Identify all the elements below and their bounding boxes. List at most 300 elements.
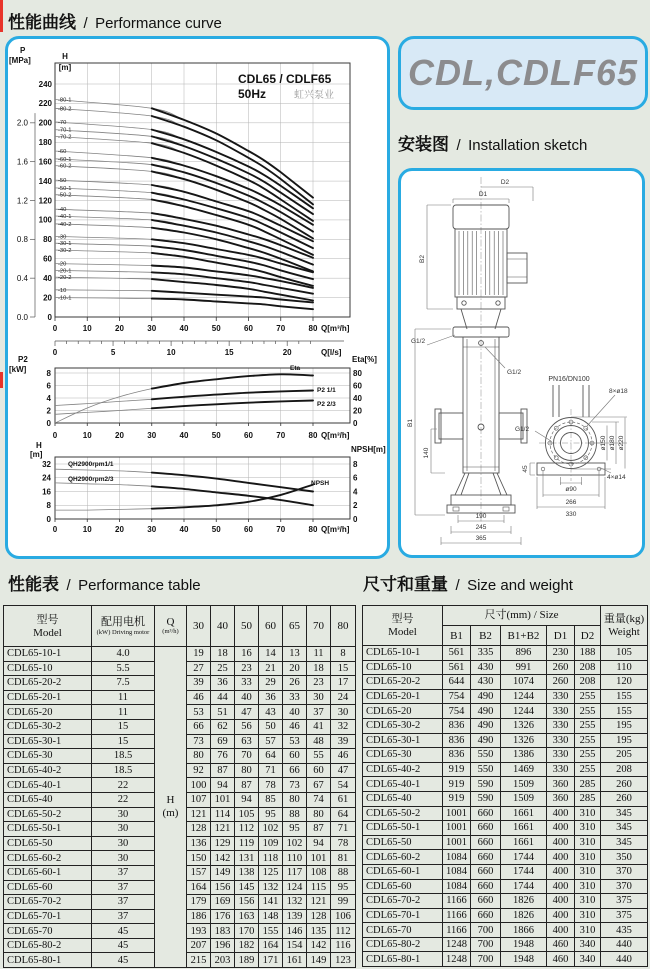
- cell-head: 95: [259, 807, 283, 822]
- cell-head: 11: [307, 647, 331, 662]
- cell-value: 330: [547, 689, 575, 704]
- col-header-size-group: 尺寸(mm) / Size: [443, 606, 601, 626]
- cell-model: CDL65-20: [4, 705, 92, 720]
- cell-value: 375: [601, 894, 648, 909]
- cell-head: 61: [331, 792, 356, 807]
- cell-motor: 45: [92, 924, 155, 939]
- col-header-B1+B2: B1+B2: [501, 626, 547, 646]
- cell-head: 87: [307, 822, 331, 837]
- cell-head: 51: [211, 705, 235, 720]
- performance-table: [3, 605, 356, 968]
- pump-front-view: [435, 177, 530, 523]
- installation-sketch-panel: [398, 168, 645, 558]
- cell-head: 196: [211, 938, 235, 953]
- dim-label-45: 45: [522, 465, 529, 473]
- cell-model: CDL65-50: [4, 836, 92, 851]
- cell-value: 754: [443, 689, 471, 704]
- col-header-q40: 40: [211, 606, 235, 647]
- table-header-row: [4, 606, 356, 647]
- svg-text:1.2: 1.2: [16, 196, 28, 206]
- cell-model: CDL65-30: [363, 748, 443, 763]
- svg-text:20: 20: [282, 348, 292, 357]
- svg-text:-10: -10: [58, 287, 67, 294]
- cell-motor: 30: [92, 851, 155, 866]
- installation-sketch-drawing: [401, 171, 642, 555]
- page-bleed-mark-left: [0, 372, 3, 388]
- cell-value: 255: [575, 748, 601, 763]
- dim-label-d220: ø220: [618, 435, 625, 451]
- cell-value: 400: [547, 908, 575, 923]
- header-model-en: Model: [33, 626, 62, 639]
- svg-text:-30-2: -30-2: [58, 248, 72, 255]
- cell-value: 1084: [443, 850, 471, 865]
- svg-text:P2: P2: [18, 355, 28, 364]
- svg-text:0.4: 0.4: [16, 273, 28, 283]
- svg-text:虹兴泵业: 虹兴泵业: [294, 90, 334, 101]
- cell-model: CDL65-60-1: [4, 865, 92, 880]
- head-unit-top: H: [166, 794, 175, 807]
- cell-value: 836: [443, 748, 471, 763]
- cell-head: 125: [259, 865, 283, 880]
- cell-model: CDL65-10: [4, 661, 92, 676]
- table-row: [363, 762, 648, 777]
- cell-value: 330: [547, 762, 575, 777]
- svg-text:160: 160: [38, 157, 52, 167]
- cell-head: 13: [283, 647, 307, 662]
- cell-motor: 30: [92, 836, 155, 851]
- cell-head: 155: [259, 924, 283, 939]
- svg-text:80: 80: [308, 525, 318, 534]
- cell-head: 46: [187, 690, 211, 705]
- col-header-D2: D2: [575, 626, 601, 646]
- cell-head: 124: [283, 880, 307, 895]
- heading-en: Size and weight: [467, 577, 573, 594]
- cell-model: CDL65-40-1: [4, 778, 92, 793]
- table-row: [363, 718, 648, 733]
- svg-text:-30-1: -30-1: [58, 241, 72, 248]
- flange-view-dimension-labels: [515, 376, 628, 518]
- cell-head: 87: [211, 763, 235, 778]
- cell-motor: 4.0: [92, 647, 155, 662]
- model-badge: [398, 36, 648, 110]
- svg-text:70: 70: [276, 431, 286, 440]
- cell-value: 1074: [501, 675, 547, 690]
- qh-chart: [9, 46, 350, 357]
- cell-motor: 30: [92, 807, 155, 822]
- svg-text:NPSH: NPSH: [311, 480, 330, 487]
- installation-sketch-heading: [398, 130, 587, 155]
- dim-label-d90: ø90: [565, 486, 577, 493]
- cell-head: 161: [283, 953, 307, 968]
- cell-value: 1661: [501, 835, 547, 850]
- cell-value: 660: [471, 894, 501, 909]
- cell-head: 20: [283, 661, 307, 676]
- cell-value: 340: [575, 952, 601, 967]
- cell-value: 155: [601, 704, 648, 719]
- cell-value: 255: [575, 762, 601, 777]
- table-row: [363, 879, 648, 894]
- cell-value: 700: [471, 937, 501, 952]
- svg-text:80: 80: [353, 368, 362, 378]
- svg-text:P2 1/1: P2 1/1: [317, 387, 336, 394]
- cell-head: 73: [283, 778, 307, 793]
- cell-head: 129: [211, 836, 235, 851]
- cell-value: 255: [575, 689, 601, 704]
- cell-model: CDL65-80-2: [4, 938, 92, 953]
- svg-text:50: 50: [211, 525, 221, 534]
- svg-text:-50-1: -50-1: [58, 185, 72, 192]
- cell-value: 991: [501, 660, 547, 675]
- cell-head: 80: [307, 807, 331, 822]
- heading-en: Installation sketch: [468, 137, 588, 154]
- cell-model: CDL65-70-1: [363, 908, 443, 923]
- cell-head: 41: [307, 719, 331, 734]
- table-row: [363, 821, 648, 836]
- power-curves: [55, 365, 336, 423]
- svg-text:Eta: Eta: [290, 365, 301, 372]
- cell-head: 80: [283, 792, 307, 807]
- cell-value: 561: [443, 646, 471, 661]
- cell-value: 260: [601, 777, 648, 792]
- cell-model: CDL65-20-2: [4, 676, 92, 691]
- cell-head: 25: [211, 661, 235, 676]
- svg-text:0: 0: [46, 514, 51, 524]
- cell-head: 44: [211, 690, 235, 705]
- cell-value: 1244: [501, 689, 547, 704]
- cell-head: 131: [235, 851, 259, 866]
- svg-text:[MPa]: [MPa]: [9, 56, 31, 65]
- cell-head: 29: [259, 676, 283, 691]
- cell-head: 102: [283, 836, 307, 851]
- cell-head: 109: [259, 836, 283, 851]
- cell-head: 53: [283, 734, 307, 749]
- svg-text:P: P: [20, 46, 26, 55]
- cell-head: 36: [259, 690, 283, 705]
- cell-model: CDL65-10-1: [363, 646, 443, 661]
- dim-label-d2: D2: [500, 179, 510, 186]
- svg-text:20: 20: [43, 293, 52, 303]
- size-weight-heading: [363, 570, 573, 595]
- cell-head: 112: [331, 924, 356, 939]
- svg-text:0: 0: [47, 312, 52, 322]
- cell-value: 1001: [443, 835, 471, 850]
- cell-value: 285: [575, 777, 601, 792]
- cell-head: 66: [283, 763, 307, 778]
- cell-model: CDL65-60: [363, 879, 443, 894]
- cell-value: 660: [471, 879, 501, 894]
- performance-curves-panel: [5, 36, 390, 559]
- cell-model: CDL65-70-1: [4, 909, 92, 924]
- cell-model: CDL65-50-2: [363, 806, 443, 821]
- header-q-unit: (m³/h): [162, 628, 179, 635]
- cell-model: CDL65-30: [4, 749, 92, 764]
- svg-text:-20-2: -20-2: [58, 275, 72, 282]
- col-header-model: [363, 606, 443, 646]
- cell-value: 400: [547, 894, 575, 909]
- svg-text:80: 80: [308, 324, 318, 333]
- cell-head: 69: [211, 734, 235, 749]
- cell-head: 26: [283, 676, 307, 691]
- cell-value: 400: [547, 821, 575, 836]
- cell-value: 1001: [443, 806, 471, 821]
- cell-value: 1744: [501, 864, 547, 879]
- cell-head: 55: [307, 749, 331, 764]
- cell-value: 700: [471, 952, 501, 967]
- cell-head: 149: [211, 865, 235, 880]
- svg-text:20: 20: [115, 431, 124, 440]
- cell-value: 919: [443, 762, 471, 777]
- cell-model: CDL65-80-1: [4, 953, 92, 968]
- cell-head: 30: [331, 705, 356, 720]
- cell-head: 76: [211, 749, 235, 764]
- cell-value: 195: [601, 718, 648, 733]
- cell-head: 33: [235, 676, 259, 691]
- cell-head: 60: [307, 763, 331, 778]
- cell-model: CDL65-40-1: [363, 777, 443, 792]
- npsh-curves: [55, 461, 329, 510]
- cell-value: 660: [471, 864, 501, 879]
- cell-head: 71: [259, 763, 283, 778]
- svg-text:-70: -70: [58, 119, 67, 126]
- cell-value: 1166: [443, 894, 471, 909]
- cell-value: 1244: [501, 704, 547, 719]
- svg-text:50Hz: 50Hz: [238, 87, 267, 101]
- svg-text:-70-2: -70-2: [58, 134, 72, 141]
- cell-value: 836: [443, 718, 471, 733]
- col-header-flow: [155, 606, 187, 647]
- head-unit-bottom: (m): [162, 807, 179, 820]
- cell-head: 47: [331, 763, 356, 778]
- front-view-dimension-lines: [415, 187, 533, 545]
- svg-text:100: 100: [38, 215, 52, 225]
- performance-curves-figure: [8, 39, 387, 556]
- cell-value: 310: [575, 835, 601, 850]
- cell-value: 1744: [501, 850, 547, 865]
- cell-value: 1509: [501, 791, 547, 806]
- dim-label-d1: D1: [478, 191, 488, 198]
- col-header-weight: [601, 606, 648, 646]
- cell-value: 375: [601, 908, 648, 923]
- cell-value: 700: [471, 923, 501, 938]
- cell-value: 310: [575, 850, 601, 865]
- cell-value: 370: [601, 864, 648, 879]
- svg-text:120: 120: [38, 196, 52, 206]
- cell-head: 193: [187, 924, 211, 939]
- performance-curve-heading: [8, 8, 222, 33]
- cell-head: 94: [211, 778, 235, 793]
- cell-value: 330: [547, 733, 575, 748]
- cell-head: 53: [187, 705, 211, 720]
- cell-head: 36: [211, 676, 235, 691]
- svg-text:50: 50: [211, 324, 221, 333]
- cell-head: 114: [211, 807, 235, 822]
- cell-head: 108: [307, 865, 331, 880]
- cell-model: CDL65-50-1: [363, 821, 443, 836]
- cell-head: 136: [187, 836, 211, 851]
- cell-model: CDL65-60: [4, 880, 92, 895]
- dim-label-245: 245: [475, 524, 487, 531]
- table-row: [363, 791, 648, 806]
- cell-head: 16: [235, 647, 259, 662]
- dim-label-g12-flange: G1/2: [515, 426, 530, 433]
- svg-text:-60-1: -60-1: [58, 156, 72, 163]
- svg-text:Q[m³/h]: Q[m³/h]: [321, 431, 350, 440]
- cell-head: 102: [259, 822, 283, 837]
- cell-value: 660: [471, 850, 501, 865]
- cell-value: 345: [601, 835, 648, 850]
- cell-head: 67: [307, 778, 331, 793]
- cell-head: 128: [307, 909, 331, 924]
- cell-head: 215: [187, 953, 211, 968]
- cell-value: 310: [575, 908, 601, 923]
- cell-head: 43: [259, 705, 283, 720]
- cell-head: 73: [187, 734, 211, 749]
- cell-model: CDL65-40: [363, 791, 443, 806]
- q-axis: [53, 317, 350, 333]
- cell-value: 260: [547, 660, 575, 675]
- table-header-row-1: [363, 606, 648, 626]
- svg-text:[kW]: [kW]: [9, 365, 27, 374]
- table-row: [363, 850, 648, 865]
- cell-head: 117: [283, 865, 307, 880]
- table-row: [363, 646, 648, 661]
- cell-head: 112: [235, 822, 259, 837]
- cell-head: 132: [283, 895, 307, 910]
- cell-head: 18: [307, 661, 331, 676]
- svg-text:80: 80: [308, 431, 318, 440]
- cell-model: CDL65-20-2: [363, 675, 443, 690]
- svg-text:8: 8: [46, 368, 51, 378]
- table-row: [363, 704, 648, 719]
- cell-head: 30: [307, 690, 331, 705]
- heading-cn: 性能表: [8, 575, 59, 594]
- cell-value: 310: [575, 806, 601, 821]
- cell-head: 78: [331, 836, 356, 851]
- heading-en: Performance table: [78, 577, 201, 594]
- svg-text:30: 30: [147, 431, 157, 440]
- col-header-q60: 60: [259, 606, 283, 647]
- table-row: [363, 777, 648, 792]
- cell-head: 95: [331, 880, 356, 895]
- table-row: [363, 689, 648, 704]
- cell-head: 115: [307, 880, 331, 895]
- table-row: [4, 647, 356, 662]
- cell-head: 27: [187, 661, 211, 676]
- svg-text:0.0: 0.0: [16, 312, 28, 322]
- cell-head: 8: [331, 647, 356, 662]
- svg-text:[m]: [m]: [58, 63, 72, 72]
- cell-motor: 5.5: [92, 661, 155, 676]
- cell-head: 110: [283, 851, 307, 866]
- cell-model: CDL65-60-2: [4, 851, 92, 866]
- cell-motor: 22: [92, 778, 155, 793]
- cell-value: 340: [575, 937, 601, 952]
- dim-label-d180: ø180: [609, 435, 616, 451]
- head-unit-cell: [155, 647, 187, 968]
- cell-head: 92: [187, 763, 211, 778]
- heading-separator: /: [456, 137, 461, 154]
- cell-head: 18: [211, 647, 235, 662]
- cell-value: 490: [471, 718, 501, 733]
- cell-head: 100: [187, 778, 211, 793]
- cell-value: 310: [575, 923, 601, 938]
- col-header-q70: 70: [307, 606, 331, 647]
- cell-head: 142: [211, 851, 235, 866]
- cell-value: 230: [547, 646, 575, 661]
- cell-motor: 45: [92, 938, 155, 953]
- dim-label-b2: B2: [419, 255, 426, 263]
- svg-text:2: 2: [46, 406, 51, 416]
- cell-head: 150: [187, 851, 211, 866]
- cell-model: CDL65-60-2: [363, 850, 443, 865]
- cell-motor: 37: [92, 880, 155, 895]
- cell-head: 88: [283, 807, 307, 822]
- cell-value: 1744: [501, 879, 547, 894]
- cell-head: 121: [187, 807, 211, 822]
- table-row: [363, 923, 648, 938]
- dim-label-pn16-dn100: PN16/DN100: [548, 376, 590, 383]
- cell-value: 400: [547, 850, 575, 865]
- cell-motor: 37: [92, 895, 155, 910]
- svg-text:0: 0: [353, 514, 358, 524]
- cell-value: 330: [547, 718, 575, 733]
- cell-head: 62: [211, 719, 235, 734]
- cell-head: 156: [235, 895, 259, 910]
- table-row: [363, 806, 648, 821]
- size-weight-table: [362, 605, 648, 967]
- cell-motor: 11: [92, 690, 155, 705]
- cell-value: 1326: [501, 718, 547, 733]
- dim-label-190: 190: [475, 513, 487, 520]
- dim-label-266: 266: [565, 499, 577, 506]
- header-motor-en: (kW) Driving motor: [96, 628, 150, 636]
- svg-text:4: 4: [353, 487, 358, 497]
- table-body: [363, 646, 648, 967]
- cell-head: 74: [307, 792, 331, 807]
- dim-label-140: 140: [423, 447, 430, 459]
- svg-text:QH2900rpm1/1: QH2900rpm1/1: [68, 461, 114, 468]
- cell-value: 460: [547, 952, 575, 967]
- cell-head: 107: [187, 792, 211, 807]
- col-header-model: [4, 606, 92, 647]
- cell-head: 21: [259, 661, 283, 676]
- cell-head: 207: [187, 938, 211, 953]
- cell-head: 64: [259, 749, 283, 764]
- cell-value: 1166: [443, 908, 471, 923]
- cell-head: 135: [307, 924, 331, 939]
- cell-head: 33: [283, 690, 307, 705]
- cell-value: 360: [547, 777, 575, 792]
- col-header-B1: B1: [443, 626, 471, 646]
- col-header-q65: 65: [283, 606, 307, 647]
- cell-motor: 30: [92, 822, 155, 837]
- cell-value: 1326: [501, 733, 547, 748]
- cell-motor: 37: [92, 865, 155, 880]
- cell-value: 155: [601, 689, 648, 704]
- cell-head: 169: [211, 895, 235, 910]
- cell-value: 490: [471, 689, 501, 704]
- svg-text:10: 10: [166, 348, 176, 357]
- cell-value: 208: [601, 762, 648, 777]
- svg-text:-30: -30: [58, 234, 67, 241]
- svg-text:Eta[%]: Eta[%]: [352, 355, 377, 364]
- cell-model: CDL65-70-2: [4, 895, 92, 910]
- col-header-motor: [92, 606, 155, 647]
- svg-text:2: 2: [353, 501, 358, 511]
- cell-value: 1248: [443, 937, 471, 952]
- cell-head: 88: [331, 865, 356, 880]
- cell-head: 171: [259, 953, 283, 968]
